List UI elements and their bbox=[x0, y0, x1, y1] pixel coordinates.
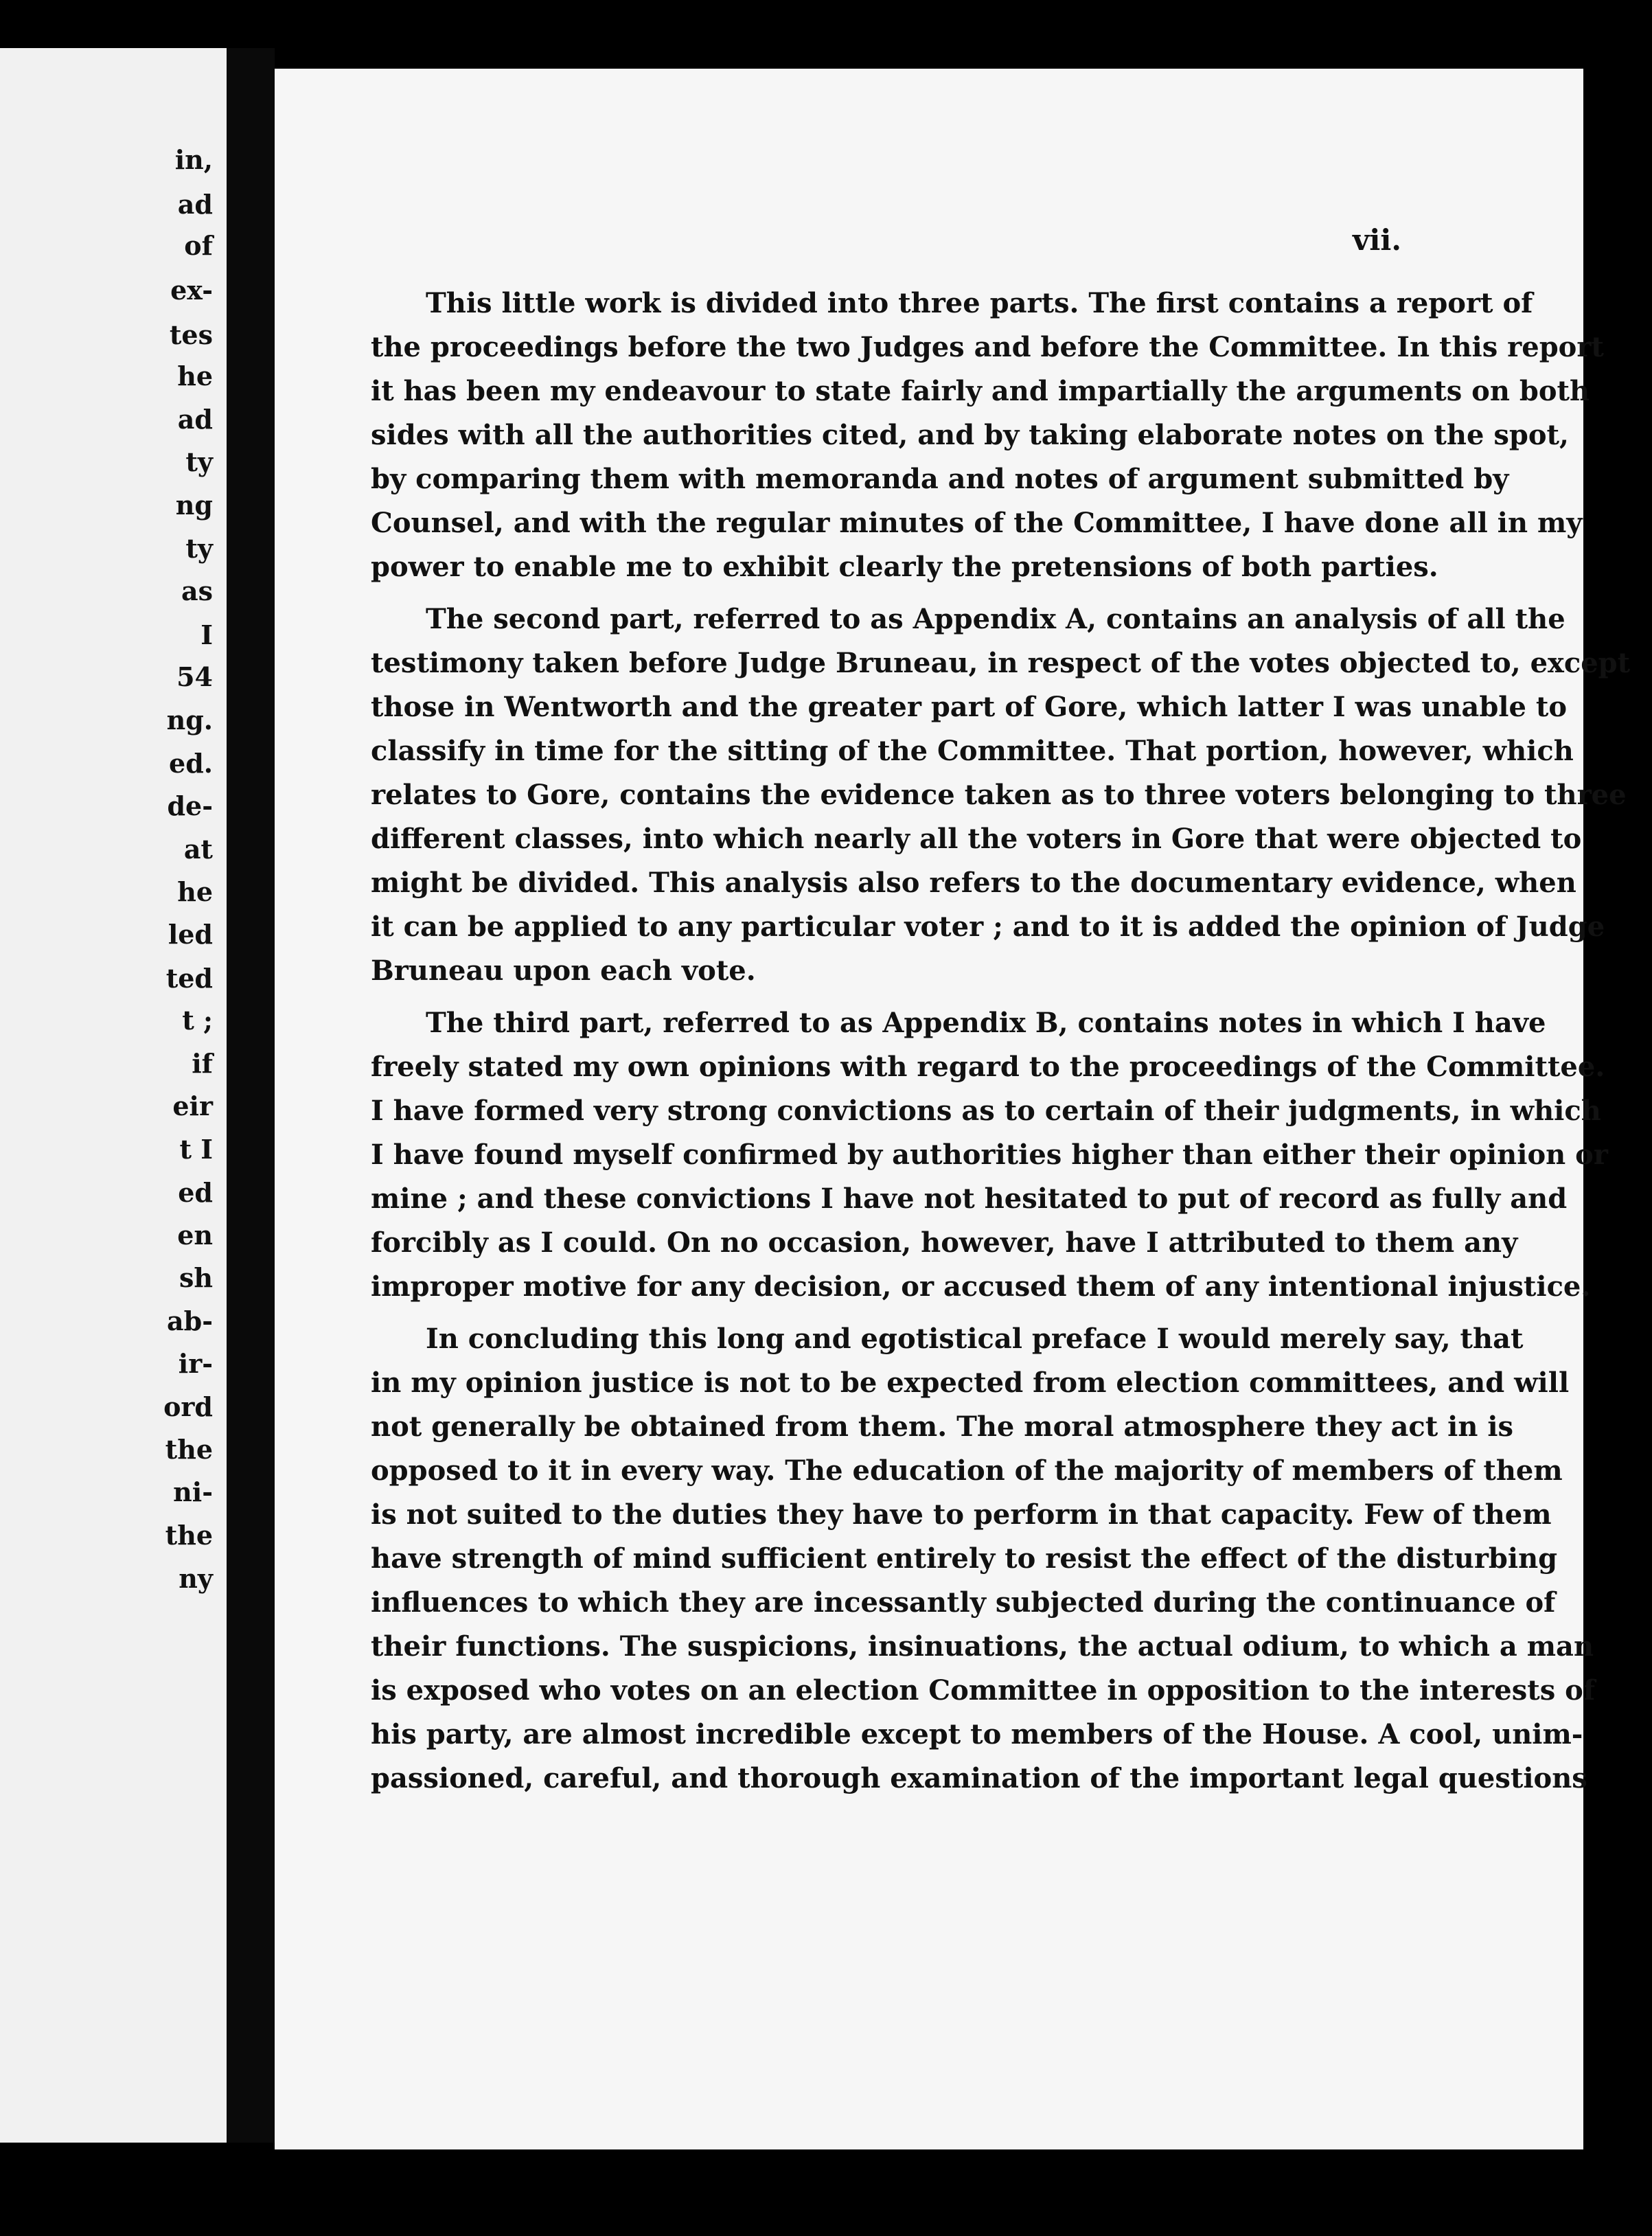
text-line: power to enable me to exhibit clearly the pretensions of both parties. bbox=[371, 551, 1438, 583]
facing-page-line-fragment: ad bbox=[177, 404, 213, 435]
text-line: passioned, careful, and thorough examination of the important legal questions bbox=[371, 1762, 1587, 1794]
text-line: sides with all the authorities cited, and by taking elaborate notes on the spot, bbox=[371, 419, 1569, 451]
facing-page-line-fragment: eir bbox=[172, 1091, 213, 1121]
facing-page-line-fragment: t ; bbox=[182, 1005, 213, 1036]
text-line: Counsel, and with the regular minutes of the Committee, I have done all in my bbox=[371, 507, 1583, 539]
facing-page-line-fragment: the bbox=[165, 1434, 213, 1465]
text-line: opposed to it in every way. The education of the majority of members of them bbox=[371, 1454, 1563, 1487]
facing-page-line-fragment: ty bbox=[185, 533, 213, 564]
facing-page-line-fragment: if bbox=[192, 1048, 213, 1079]
text-line: I have formed very strong convictions as to certain of their judgments, in which bbox=[371, 1095, 1601, 1127]
text-line: is exposed who votes on an election Committee in opposition to the interests of bbox=[371, 1674, 1596, 1707]
text-line: it can be applied to any particular voter ; and to it is added the opinion of Judge bbox=[371, 911, 1605, 943]
facing-page-line-fragment: ex- bbox=[170, 275, 213, 306]
text-line: testimony taken before Judge Bruneau, in respect of the votes objected to, except bbox=[371, 647, 1631, 679]
text-line: The second part, referred to as Appendix A, contains an analysis of all the bbox=[426, 603, 1565, 635]
text-line: have strength of mind sufficient entirely to resist the effect of the disturbing bbox=[371, 1542, 1558, 1575]
text-line: influences to which they are incessantly subjected during the continuance of bbox=[371, 1586, 1556, 1619]
facing-page-line-fragment: ed. bbox=[169, 748, 213, 779]
text-line: improper motive for any decision, or accused them of any intentional injustice. bbox=[371, 1270, 1591, 1303]
facing-page-line-fragment: ng. bbox=[166, 705, 213, 735]
facing-page-line-fragment: ord bbox=[163, 1391, 213, 1422]
facing-page-edge bbox=[0, 48, 227, 2143]
text-line: I have found myself confirmed by authorities higher than either their opinion or bbox=[371, 1139, 1608, 1171]
text-line: This little work is divided into three parts. The first contains a report of bbox=[426, 287, 1533, 319]
facing-page-line-fragment: at bbox=[183, 834, 213, 865]
facing-page-line-fragment: of bbox=[184, 230, 213, 261]
paragraph bbox=[371, 282, 1604, 589]
paragraph bbox=[371, 1001, 1608, 1309]
facing-page-line-fragment: t I bbox=[179, 1134, 213, 1165]
text-line: the proceedings before the two Judges and before the Committee. In this report bbox=[371, 331, 1604, 363]
text-line: their functions. The suspicions, insinuations, the actual odium, to which a man bbox=[371, 1630, 1594, 1663]
text-line: classify in time for the sitting of the Committee. That portion, however, which bbox=[371, 735, 1574, 767]
facing-page-line-fragment: he bbox=[177, 876, 213, 907]
text-line: mine ; and these convictions I have not hesitated to put of record as fully and bbox=[371, 1183, 1568, 1215]
facing-page-line-fragment: ab- bbox=[167, 1305, 213, 1336]
text-line: freely stated my own opinions with regard to the proceedings of the Committee. bbox=[371, 1051, 1605, 1083]
facing-page-line-fragment: de- bbox=[167, 790, 213, 821]
text-line: forcibly as I could. On no occasion, however, have I attributed to them any bbox=[371, 1227, 1518, 1259]
facing-page-line-fragment: tes bbox=[169, 319, 213, 350]
text-line: is not suited to the duties they have to perform in that capacity. Few of them bbox=[371, 1498, 1552, 1531]
page-number: vii. bbox=[1353, 223, 1401, 257]
body-text bbox=[371, 282, 1631, 1809]
facing-page-line-fragment: en bbox=[177, 1220, 213, 1251]
paragraph bbox=[371, 1317, 1596, 1801]
facing-page-line-fragment: ty bbox=[185, 446, 213, 477]
facing-page-line-fragment: he bbox=[177, 361, 213, 391]
text-line: it has been my endeavour to state fairly and impartially the arguments on both bbox=[371, 375, 1590, 407]
facing-page-line-fragment: ted bbox=[165, 963, 213, 994]
book-page bbox=[275, 69, 1631, 2149]
text-line: those in Wentworth and the greater part of Gore, which latter I was unable to bbox=[371, 691, 1568, 723]
facing-page-line-fragment: ni- bbox=[173, 1476, 213, 1507]
text-line: different classes, into which nearly all the voters in Gore that were objected to bbox=[371, 823, 1582, 855]
facing-page-line-fragment: the bbox=[165, 1520, 213, 1551]
text-line: by comparing them with memoranda and notes of argument submitted by bbox=[371, 463, 1509, 495]
facing-page-line-fragment: sh bbox=[179, 1262, 213, 1293]
facing-page-line-fragment: ng bbox=[175, 490, 213, 521]
facing-page-line-fragment: in, bbox=[174, 144, 213, 175]
facing-page-line-fragment: 54 bbox=[176, 661, 213, 692]
text-line: relates to Gore, contains the evidence taken as to three voters belonging to three bbox=[371, 779, 1627, 811]
text-line: in my opinion justice is not to be expected from election committees, and will bbox=[371, 1367, 1570, 1399]
text-line: In concluding this long and egotistical preface I would merely say, that bbox=[426, 1323, 1524, 1355]
facing-page-line-fragment: ny bbox=[179, 1563, 213, 1594]
text-line: might be divided. This analysis also refers to the documentary evidence, when bbox=[371, 867, 1576, 899]
text-line: The third part, referred to as Appendix B, contains notes in which I have bbox=[426, 1007, 1546, 1039]
facing-page-line-fragment: ed bbox=[178, 1177, 213, 1208]
facing-page-line-fragment: ad bbox=[177, 189, 213, 220]
facing-page-line-fragment: ir- bbox=[178, 1348, 213, 1379]
facing-page-line-fragment: as bbox=[181, 575, 213, 606]
text-line: not generally be obtained from them. The moral atmosphere they act in is bbox=[371, 1411, 1514, 1443]
text-line: Bruneau upon each vote. bbox=[371, 955, 756, 987]
text-line: his party, are almost incredible except to members of the House. A cool, unim- bbox=[371, 1718, 1583, 1750]
book-gutter bbox=[227, 48, 275, 2143]
facing-page-line-fragment: I bbox=[200, 619, 213, 650]
facing-page-line-fragment: led bbox=[168, 919, 213, 950]
paragraph bbox=[371, 597, 1631, 993]
